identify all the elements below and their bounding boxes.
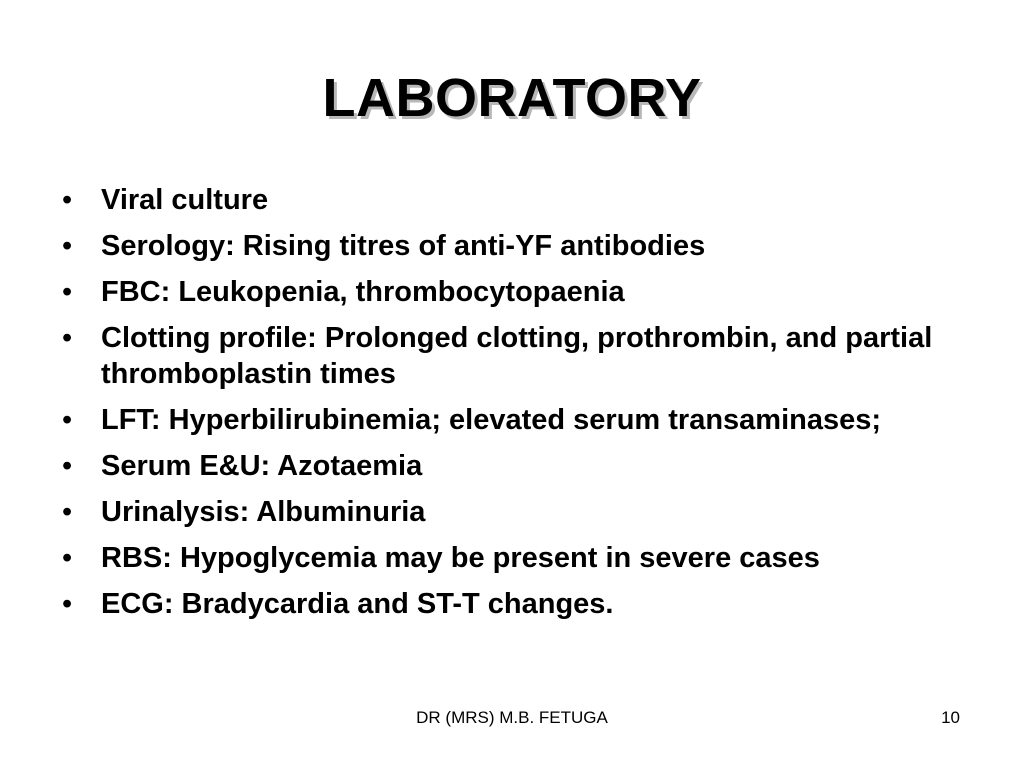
footer-author: DR (MRS) M.B. FETUGA	[416, 708, 608, 727]
bullet-item	[62, 320, 982, 392]
bullet-icon: •	[62, 184, 73, 216]
bullet-icon: •	[62, 450, 73, 482]
bullet-text: LFT: Hyperbilirubinemia; elevated serum transaminases;	[101, 404, 882, 436]
bullet-text: Viral culture	[101, 184, 269, 216]
bullet-icon: •	[62, 230, 73, 262]
bullet-item	[62, 448, 982, 484]
page-number: 10	[941, 708, 960, 727]
bullet-item	[62, 494, 982, 530]
bullet-icon: •	[62, 276, 73, 308]
bullet-text: Clotting profile: Prolonged clotting, prothrombin, and partial thromboplastin times	[101, 322, 933, 390]
bullet-item	[62, 182, 982, 218]
bullet-text: Serum E&U: Azotaemia	[101, 450, 423, 482]
bullet-list	[62, 182, 982, 632]
bullet-icon: •	[62, 542, 73, 574]
slide-title: LABORATORY	[322, 68, 702, 128]
bullet-item	[62, 540, 982, 576]
bullet-item	[62, 402, 982, 438]
bullet-item	[62, 228, 982, 264]
bullet-text: Urinalysis: Albuminuria	[101, 496, 426, 528]
bullet-item	[62, 586, 982, 622]
bullet-icon: •	[62, 404, 73, 436]
bullet-text: Serology: Rising titres of anti-YF antibodies	[101, 230, 706, 262]
bullet-icon: •	[62, 588, 73, 620]
bullet-text: ECG: Bradycardia and ST-T changes.	[101, 588, 614, 620]
bullet-text: RBS: Hypoglycemia may be present in severe cases	[101, 542, 820, 574]
bullet-text: FBC: Leukopenia, thrombocytopaenia	[101, 276, 625, 308]
bullet-item	[62, 274, 982, 310]
bullet-icon: •	[62, 496, 73, 528]
bullet-icon: •	[62, 322, 73, 354]
